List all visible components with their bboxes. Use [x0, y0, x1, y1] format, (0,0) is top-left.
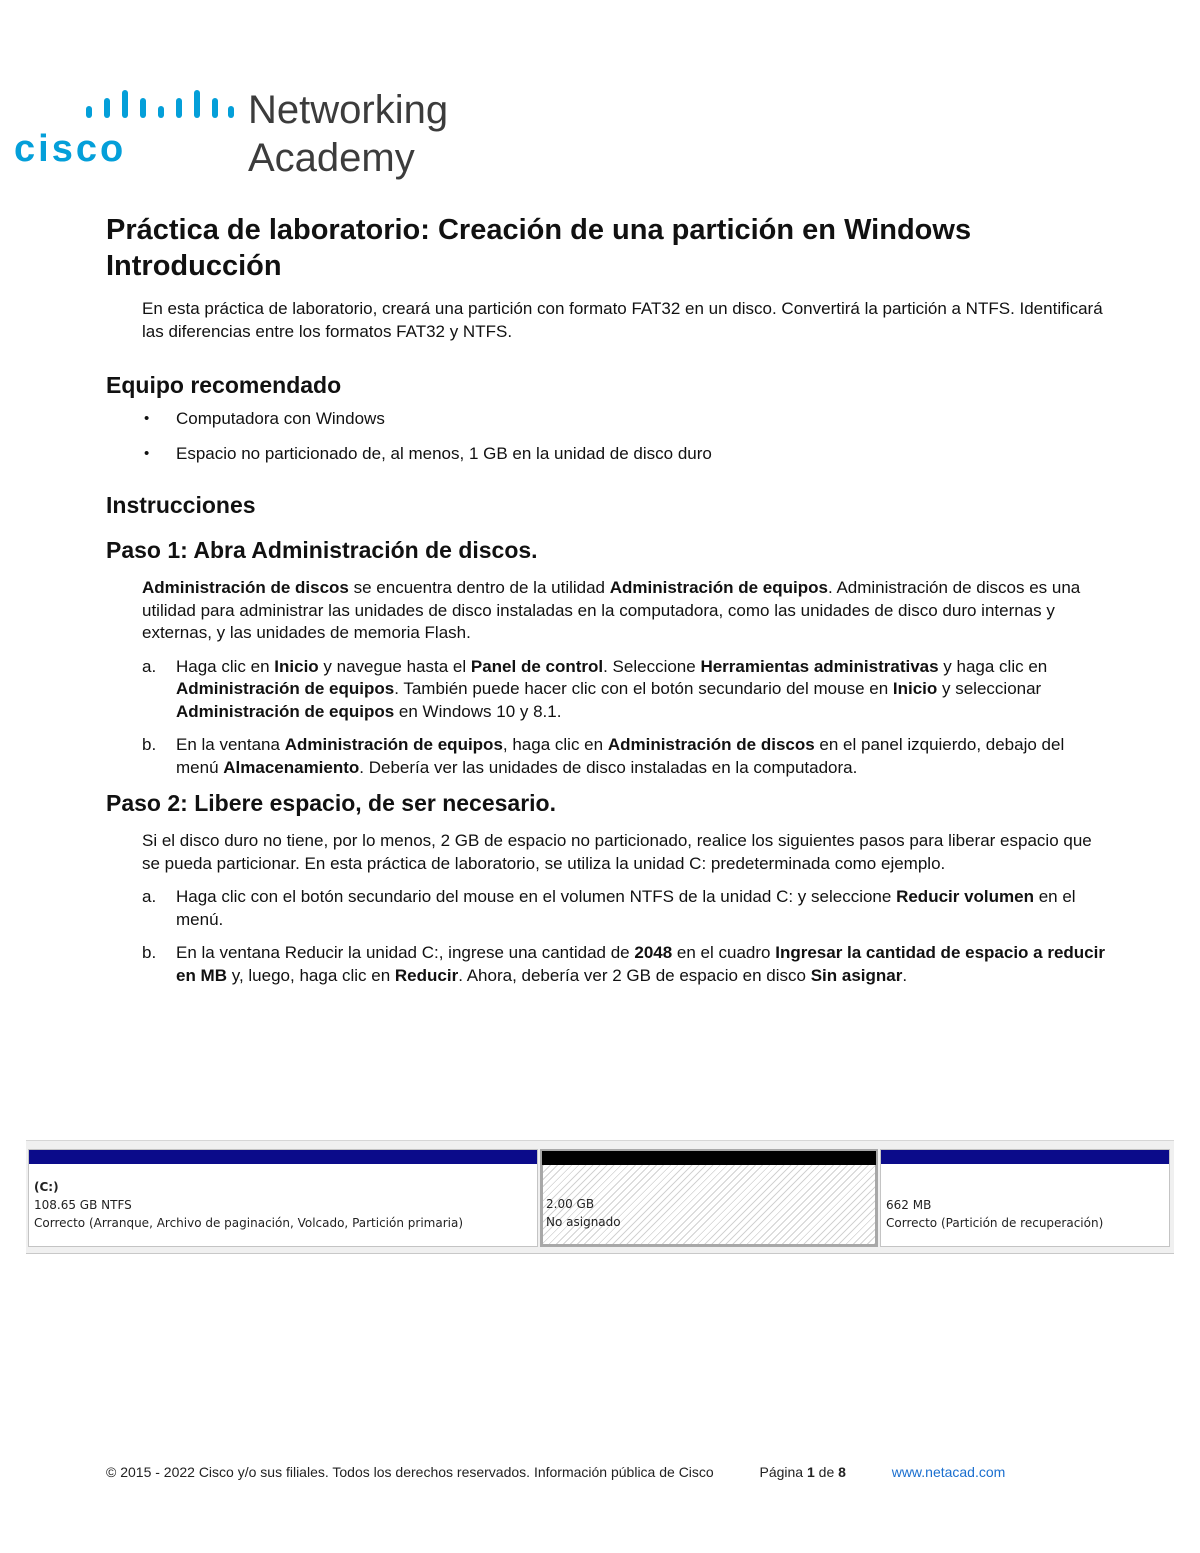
section-heading-instrucciones: Instrucciones [106, 492, 256, 518]
partition-size: 662 MB [886, 1198, 932, 1212]
logo-line-academy: Academy [248, 136, 415, 180]
paso1-steps [106, 656, 1106, 780]
step-heading-paso2: Paso 2: Libere espacio, de ser necesario. [106, 790, 556, 816]
partition-unallocated [540, 1149, 878, 1247]
document-body [106, 212, 1106, 987]
partition-size: 2.00 GB [546, 1197, 595, 1211]
document-title: Práctica de laboratorio: Creación de una partición en Windows [106, 214, 972, 246]
partition-bar [881, 1150, 1169, 1164]
paso2-step-a: a. Haga clic con el botón secundario del mouse en el volumen NTFS de la unidad C: y seleccione Reducir volumen en el menú. [142, 887, 1076, 929]
bullet-icon: • [144, 444, 150, 462]
paso2-step-b: b. En la ventana Reducir la unidad C:, ingrese una cantidad de 2048 en el cuadro Ingresar la cantidad de espacio a reducir en MB y, luego, haga clic en Reducir. Ahora, debería ver 2 GB de espacio en disco Sin asignar. [142, 943, 1105, 985]
footer-copyright: © 2015 - 2022 Cisco y/o sus filiales. Todos los derechos reservados. Información pública de Cisco [106, 1464, 714, 1480]
partition-name: (C:) [34, 1180, 59, 1194]
partition-recovery [880, 1149, 1170, 1247]
list-item: • Computadora con Windows [106, 408, 1106, 431]
logo-line-networking: Networking [248, 88, 449, 132]
section-heading-equipo: Equipo recomendado [106, 372, 342, 398]
networking-academy-wordmark [248, 86, 448, 182]
footer-page-number: Página 1 de 8 [759, 1464, 846, 1480]
cisco-wordmark: cisco [14, 128, 127, 170]
paso1-intro: Administración de discos se encuentra dentro de la utilidad Administración de equipos. Administración de discos es una utilidad para administrar las unidades de disco instaladas en la computadora, como las unidades de disco duro internas y externas, y las unidades de memoria Flash. [142, 578, 1081, 642]
paso1-step-b: b. En la ventana Administración de equipos, haga clic en Administración de discos en el panel izquierdo, debajo del menú Almacenamiento. Debería ver las unidades de disco instaladas en la computadora. [142, 735, 1065, 777]
cisco-bars-icon [84, 88, 234, 128]
paso2-intro: Si el disco duro no tiene, por lo menos, 2 GB de espacio no particionado, realice los siguientes pasos para liberar espacio que se pueda particionar. En esta práctica de laboratorio, se utiliza la unidad C: predeterminada como ejemplo. [142, 831, 1092, 873]
step-heading-paso1: Paso 1: Abra Administración de discos. [106, 537, 538, 563]
introduccion-text: En esta práctica de laboratorio, creará una partición con formato FAT32 en un disco. Convertirá la partición a NTFS. Identificará las diferencias entre los formatos FAT32 y NTFS. [142, 299, 1103, 341]
partition-bar [29, 1150, 537, 1164]
bullet-icon: • [144, 410, 150, 427]
paso1-step-a: a. Haga clic en Inicio y navegue hasta el Panel de control. Seleccione Herramientas administrativas y haga clic en Administración de equipos. También puede hacer clic con el botón secundario del mouse en Inicio y seleccionar Administración de equipos en Windows 10 y 8.1. [142, 656, 1048, 721]
page-footer [106, 1464, 1005, 1480]
equipo-list [106, 408, 1106, 465]
section-heading-introduccion: Introducción [106, 250, 282, 282]
list-item: • Espacio no particionado de, al menos, 1 GB en la unidad de disco duro [106, 443, 1106, 466]
partition-status: Correcto (Arranque, Archivo de paginación, Volcado, Partición primaria) [34, 1216, 464, 1230]
partition-status: No asignado [546, 1215, 621, 1229]
partition-status: Correcto (Partición de recuperación) [886, 1216, 1104, 1230]
disk-layout-screenshot [26, 1140, 1174, 1254]
partition-c [28, 1149, 538, 1247]
footer-netacad-link[interactable]: www.netacad.com [891, 1464, 1006, 1480]
paso2-steps [106, 886, 1106, 987]
partition-bar [542, 1151, 876, 1165]
partition-size: 108.65 GB NTFS [34, 1198, 132, 1212]
